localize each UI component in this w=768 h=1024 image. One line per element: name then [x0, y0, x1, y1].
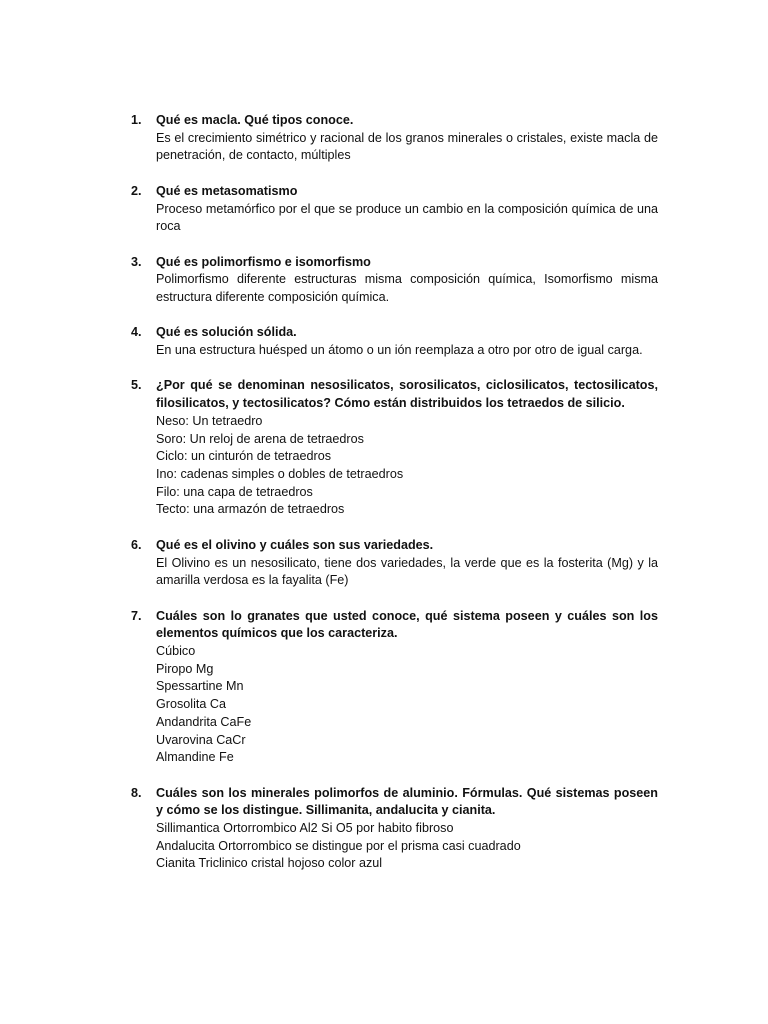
answer-line: Cúbico	[156, 644, 196, 658]
answer-line: Soro: Un reloj de arena de tetraedros	[156, 431, 364, 446]
question-item-8	[131, 785, 658, 874]
question-item-3	[131, 254, 658, 307]
answer-lines	[156, 643, 658, 767]
answer-line: Piropo Mg	[156, 661, 214, 676]
answer-lines	[156, 413, 658, 519]
answer-line: Sillimantica Ortorrombico Al2 Si O5 por habito fibroso	[156, 821, 454, 836]
question-text: Cuáles son los minerales polimorfos de aluminio. Fórmulas. Qué sistemas poseen y cómo se los distingue. Sillimanita, andalucita y cianita.	[156, 785, 658, 818]
question-text: Qué es macla. Qué tipos conoce.	[156, 113, 354, 127]
answer-line: Filo: una capa de tetraedros	[156, 484, 313, 499]
question-number: 7.	[131, 608, 142, 623]
question-text: Qué es el olivino y cuáles son sus variedades.	[156, 537, 434, 552]
question-number: 3.	[131, 254, 142, 269]
answer-line: Tecto: una armazón de tetraedros	[156, 502, 345, 517]
answer-line: Neso: Un tetraedro	[156, 413, 263, 428]
question-item-5	[131, 377, 658, 519]
question-item-6	[131, 537, 658, 590]
question-list	[131, 112, 658, 891]
question-number: 5.	[131, 378, 142, 393]
answer-text: El Olivino es un nesosilicato, tiene dos variedades, la verde que es la fosterita (Mg) y la amarilla verdosa es la fayalita (Fe)	[156, 555, 658, 588]
question-number: 8.	[131, 785, 142, 800]
question-item-1	[131, 112, 658, 165]
answer-line: Andalucita Ortorrombico se distingue por el prisma casi cuadrado	[156, 838, 521, 853]
question-text: ¿Por qué se denominan nesosilicatos, sorosilicatos, ciclosilicatos, tectosilicatos, filosilicatos, y tectosilicatos? Cómo están distribuidos los tetraedos de silicio.	[156, 378, 658, 411]
answer-text: Proceso metamórfico por el que se produce un cambio en la composición química de una roca	[156, 201, 658, 234]
question-number: 4.	[131, 325, 142, 340]
answer-line: Grosolita Ca	[156, 697, 226, 712]
question-number: 2.	[131, 183, 142, 198]
question-text: Qué es polimorfismo e isomorfismo	[156, 254, 371, 269]
question-number: 1.	[131, 113, 142, 127]
answer-line: Cianita Triclinico cristal hojoso color azul	[156, 856, 383, 871]
answer-lines	[156, 820, 658, 873]
answer-text: En una estructura huésped un átomo o un ión reemplaza a otro por otro de igual carga.	[156, 343, 643, 358]
answer-line: Andandrita CaFe	[156, 714, 252, 729]
question-text: Cuáles son lo granates que usted conoce, qué sistema poseen y cuáles son los elementos químicos que los caracteriza.	[156, 608, 658, 641]
question-item-4	[131, 324, 658, 359]
answer-line: Ciclo: un cinturón de tetraedros	[156, 449, 332, 464]
question-text: Qué es solución sólida.	[156, 325, 297, 340]
question-item-2	[131, 183, 658, 236]
answer-text: Es el crecimiento simétrico y racional de los granos minerales o cristales, existe macla de penetración, de contacto, múltiples	[156, 130, 658, 163]
answer-line: Spessartine Mn	[156, 679, 244, 694]
question-item-7	[131, 608, 658, 767]
answer-line: Uvarovina CaCr	[156, 732, 246, 747]
answer-text: Polimorfismo diferente estructuras misma composición química, Isomorfismo misma estructura diferente composición química.	[156, 272, 658, 304]
question-number: 6.	[131, 537, 142, 552]
answer-line: Ino: cadenas simples o dobles de tetraedros	[156, 467, 404, 481]
answer-line: Almandine Fe	[156, 750, 234, 765]
question-text: Qué es metasomatismo	[156, 183, 298, 198]
